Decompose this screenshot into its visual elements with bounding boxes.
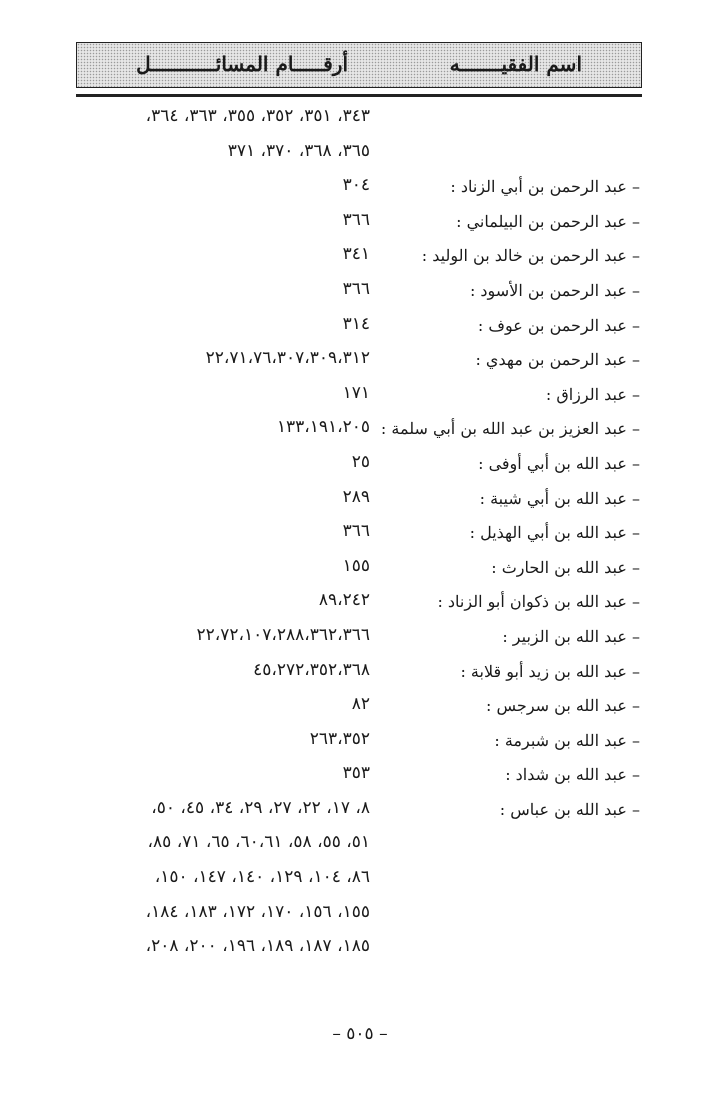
list-item [0, 552, 720, 587]
list-item [0, 137, 720, 172]
issue-numbers: ٣٤١ [342, 244, 370, 265]
list-item [0, 586, 720, 621]
issue-numbers: ١٥٥ [342, 555, 370, 576]
jurist-name: – عبد الله بن أبي أوفى : [478, 453, 640, 473]
jurist-name: – عبد الله بن الحارث : [491, 557, 640, 577]
list-item [0, 379, 720, 414]
jurist-name: – عبد الرحمن بن مهدي : [475, 350, 640, 370]
jurist-name: – عبد الله بن أبي شيبة : [479, 488, 640, 508]
list-item [0, 102, 720, 137]
jurist-name: – عبد الله بن الزبير : [502, 626, 640, 646]
list-item [0, 863, 720, 898]
list-item [0, 759, 720, 794]
issue-numbers: ٣٥٣ [342, 763, 370, 784]
header-divider [76, 94, 642, 97]
jurist-name: – عبد الرحمن بن الأسود : [469, 280, 640, 300]
issue-numbers: ٣٦٦ [342, 521, 370, 542]
list-item [0, 483, 720, 518]
issue-numbers: ٢٨٩ [342, 486, 370, 507]
list-item [0, 240, 720, 275]
page-number: – ٥٠٥ – [332, 1024, 388, 1044]
list-item [0, 794, 720, 829]
header-issues-label: أرقـــــام المسائـــــــــــل [136, 52, 348, 76]
list-item [0, 448, 720, 483]
list-item [0, 206, 720, 241]
jurist-name: – عبد الرحمن بن خالد بن الوليد : [421, 246, 640, 266]
issue-numbers: ٨٢ [351, 694, 370, 715]
list-item [0, 690, 720, 725]
jurist-name: – عبد الرحمن بن عوف : [477, 315, 640, 335]
jurist-name: – عبد الله بن ذكوان أبو الزناد : [437, 592, 640, 612]
list-item [0, 413, 720, 448]
list-item [0, 932, 720, 967]
issue-numbers: ١٧١ [342, 382, 370, 403]
issue-numbers: ١٨٥، ١٨٧، ١٨٩، ١٩٦، ٢٠٠، ٢٠٨، [145, 936, 370, 957]
issue-numbers: ٨٦، ١٠٤، ١٢٩، ١٤٠، ١٤٧، ١٥٠، [154, 867, 370, 888]
jurist-name: – عبد الله بن شبرمة : [494, 730, 640, 750]
issue-numbers: ٤٥،٢٧٢،٣٥٢،٣٦٨ [253, 659, 370, 680]
issue-numbers: ٢٢،٧١،٧٦،٣٠٧،٣٠٩،٣١٢ [205, 348, 370, 369]
issue-numbers: ٢٥ [351, 451, 370, 472]
jurist-name: – عبد الله بن شداد : [505, 765, 640, 785]
issue-numbers: ١٥٥، ١٥٦، ١٧٠، ١٧٢، ١٨٣، ١٨٤، [145, 901, 370, 922]
list-item [0, 656, 720, 691]
list-item [0, 517, 720, 552]
issue-numbers: ٨٩،٢٤٢ [318, 590, 370, 611]
issue-numbers: ٣٦٦ [342, 209, 370, 230]
issue-numbers: ٨، ١٧، ٢٢، ٢٧، ٢٩، ٣٤، ٤٥، ٥٠، [151, 797, 370, 818]
list-item [0, 725, 720, 760]
issue-numbers: ٢٢،٧٢،١٠٧،٢٨٨،٣٦٢،٣٦٦ [196, 624, 370, 645]
jurist-name: – عبد الله بن أبي الهذيل : [469, 523, 640, 543]
list-item [0, 621, 720, 656]
jurist-name: – عبد الرحمن بن البيلماني : [456, 211, 640, 231]
issue-numbers: ٣٤٣، ٣٥١، ٣٥٢، ٣٥٥، ٣٦٣، ٣٦٤، [145, 106, 370, 126]
jurist-name: – عبد العزيز بن عبد الله بن أبي سلمة : [380, 419, 640, 439]
jurist-name: – عبد الله بن سرجس : [486, 696, 640, 716]
list-item [0, 828, 720, 863]
list-item [0, 898, 720, 933]
issue-numbers: ٣١٤ [342, 313, 370, 334]
list-item [0, 310, 720, 345]
issue-numbers: ٥١، ٥٥، ٥٨، ٦٠،٦١، ٦٥، ٧١، ٨٥، [147, 832, 370, 853]
issue-numbers: ١٣٣،١٩١،٢٠٥ [276, 417, 370, 438]
list-item [0, 171, 720, 206]
jurist-name: – عبد الله بن زيد أبو قلابة : [460, 661, 640, 681]
jurist-name: – عبد الله بن عباس : [499, 799, 640, 819]
list-item [0, 275, 720, 310]
jurist-name: – عبد الرزاق : [545, 384, 640, 404]
issue-numbers: ٣٦٥، ٣٦٨، ٣٧٠، ٣٧١ [227, 140, 370, 161]
header-name-label: اسم الفقيـــــــه [449, 52, 582, 76]
issue-numbers: ٣٠٤ [342, 175, 370, 196]
jurist-name: – عبد الرحمن بن أبي الزناد : [450, 177, 640, 197]
index-list [0, 102, 720, 967]
issue-numbers: ٣٦٦ [342, 278, 370, 299]
list-item [0, 344, 720, 379]
issue-numbers: ٢٦٣،٣٥٢ [309, 728, 370, 749]
